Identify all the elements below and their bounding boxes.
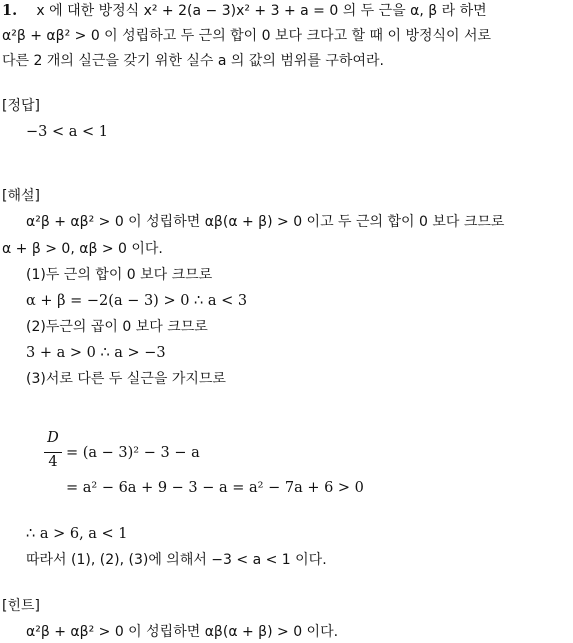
problem-text-line-1: x 에 대한 방정식 x² + 2(a − 3)x² + 3 + a = 0 의 두 근을 α, β 라 하면 <box>36 3 487 19</box>
conclusion-line-1: ∴ a > 6, a < 1 <box>26 526 128 542</box>
fraction-bar <box>44 452 62 453</box>
answer-label: [정답] <box>2 98 40 114</box>
solution-line-1: α²β + αβ² > 0 이 성립하면 αβ(α + β) > 0 이고 두 근의 합이 0 보다 크므로 <box>26 214 505 230</box>
solution-line-5: (2)두근의 곱이 0 보다 크므로 <box>26 319 208 335</box>
solution-line-7: (3)서로 다른 두 실근을 가지므로 <box>26 371 226 387</box>
solution-line-2: α + β > 0, αβ > 0 이다. <box>2 241 163 257</box>
equation-line-2: = a² − 6a + 9 − 3 − a = a² − 7a + 6 > 0 <box>66 480 364 496</box>
solution-line-6: 3 + a > 0 ∴ a > −3 <box>26 345 166 361</box>
fraction-d-over-4 <box>44 430 62 476</box>
equation-line-1: = (a − 3)² − 3 − a <box>66 445 200 461</box>
hint-label: [힌트] <box>2 598 40 614</box>
fraction-numerator: D <box>47 430 59 446</box>
fraction-denominator: 4 <box>48 454 58 470</box>
solution-line-4: α + β = −2(a − 3) > 0 ∴ a < 3 <box>26 293 248 309</box>
problem-text-line-3: 다른 2 개의 실근을 갖기 위한 실수 a 의 값의 범위를 구하여라. <box>2 53 384 69</box>
problem-line-1 <box>2 1 487 21</box>
hint-text: α²β + αβ² > 0 이 성립하면 αβ(α + β) > 0 이다. <box>26 624 339 640</box>
answer-value: −3 < a < 1 <box>26 124 108 140</box>
solution-label: [해설] <box>2 188 40 204</box>
problem-text-line-2: α²β + αβ² > 0 이 성립하고 두 근의 합이 0 보다 크다고 할 때 이 방정식이 서로 <box>2 28 492 44</box>
solution-line-3: (1)두 근의 합이 0 보다 크므로 <box>26 267 213 283</box>
problem-number: 1. <box>2 2 18 19</box>
conclusion-line-2: 따라서 (1), (2), (3)에 의해서 −3 < a < 1 이다. <box>26 552 327 568</box>
